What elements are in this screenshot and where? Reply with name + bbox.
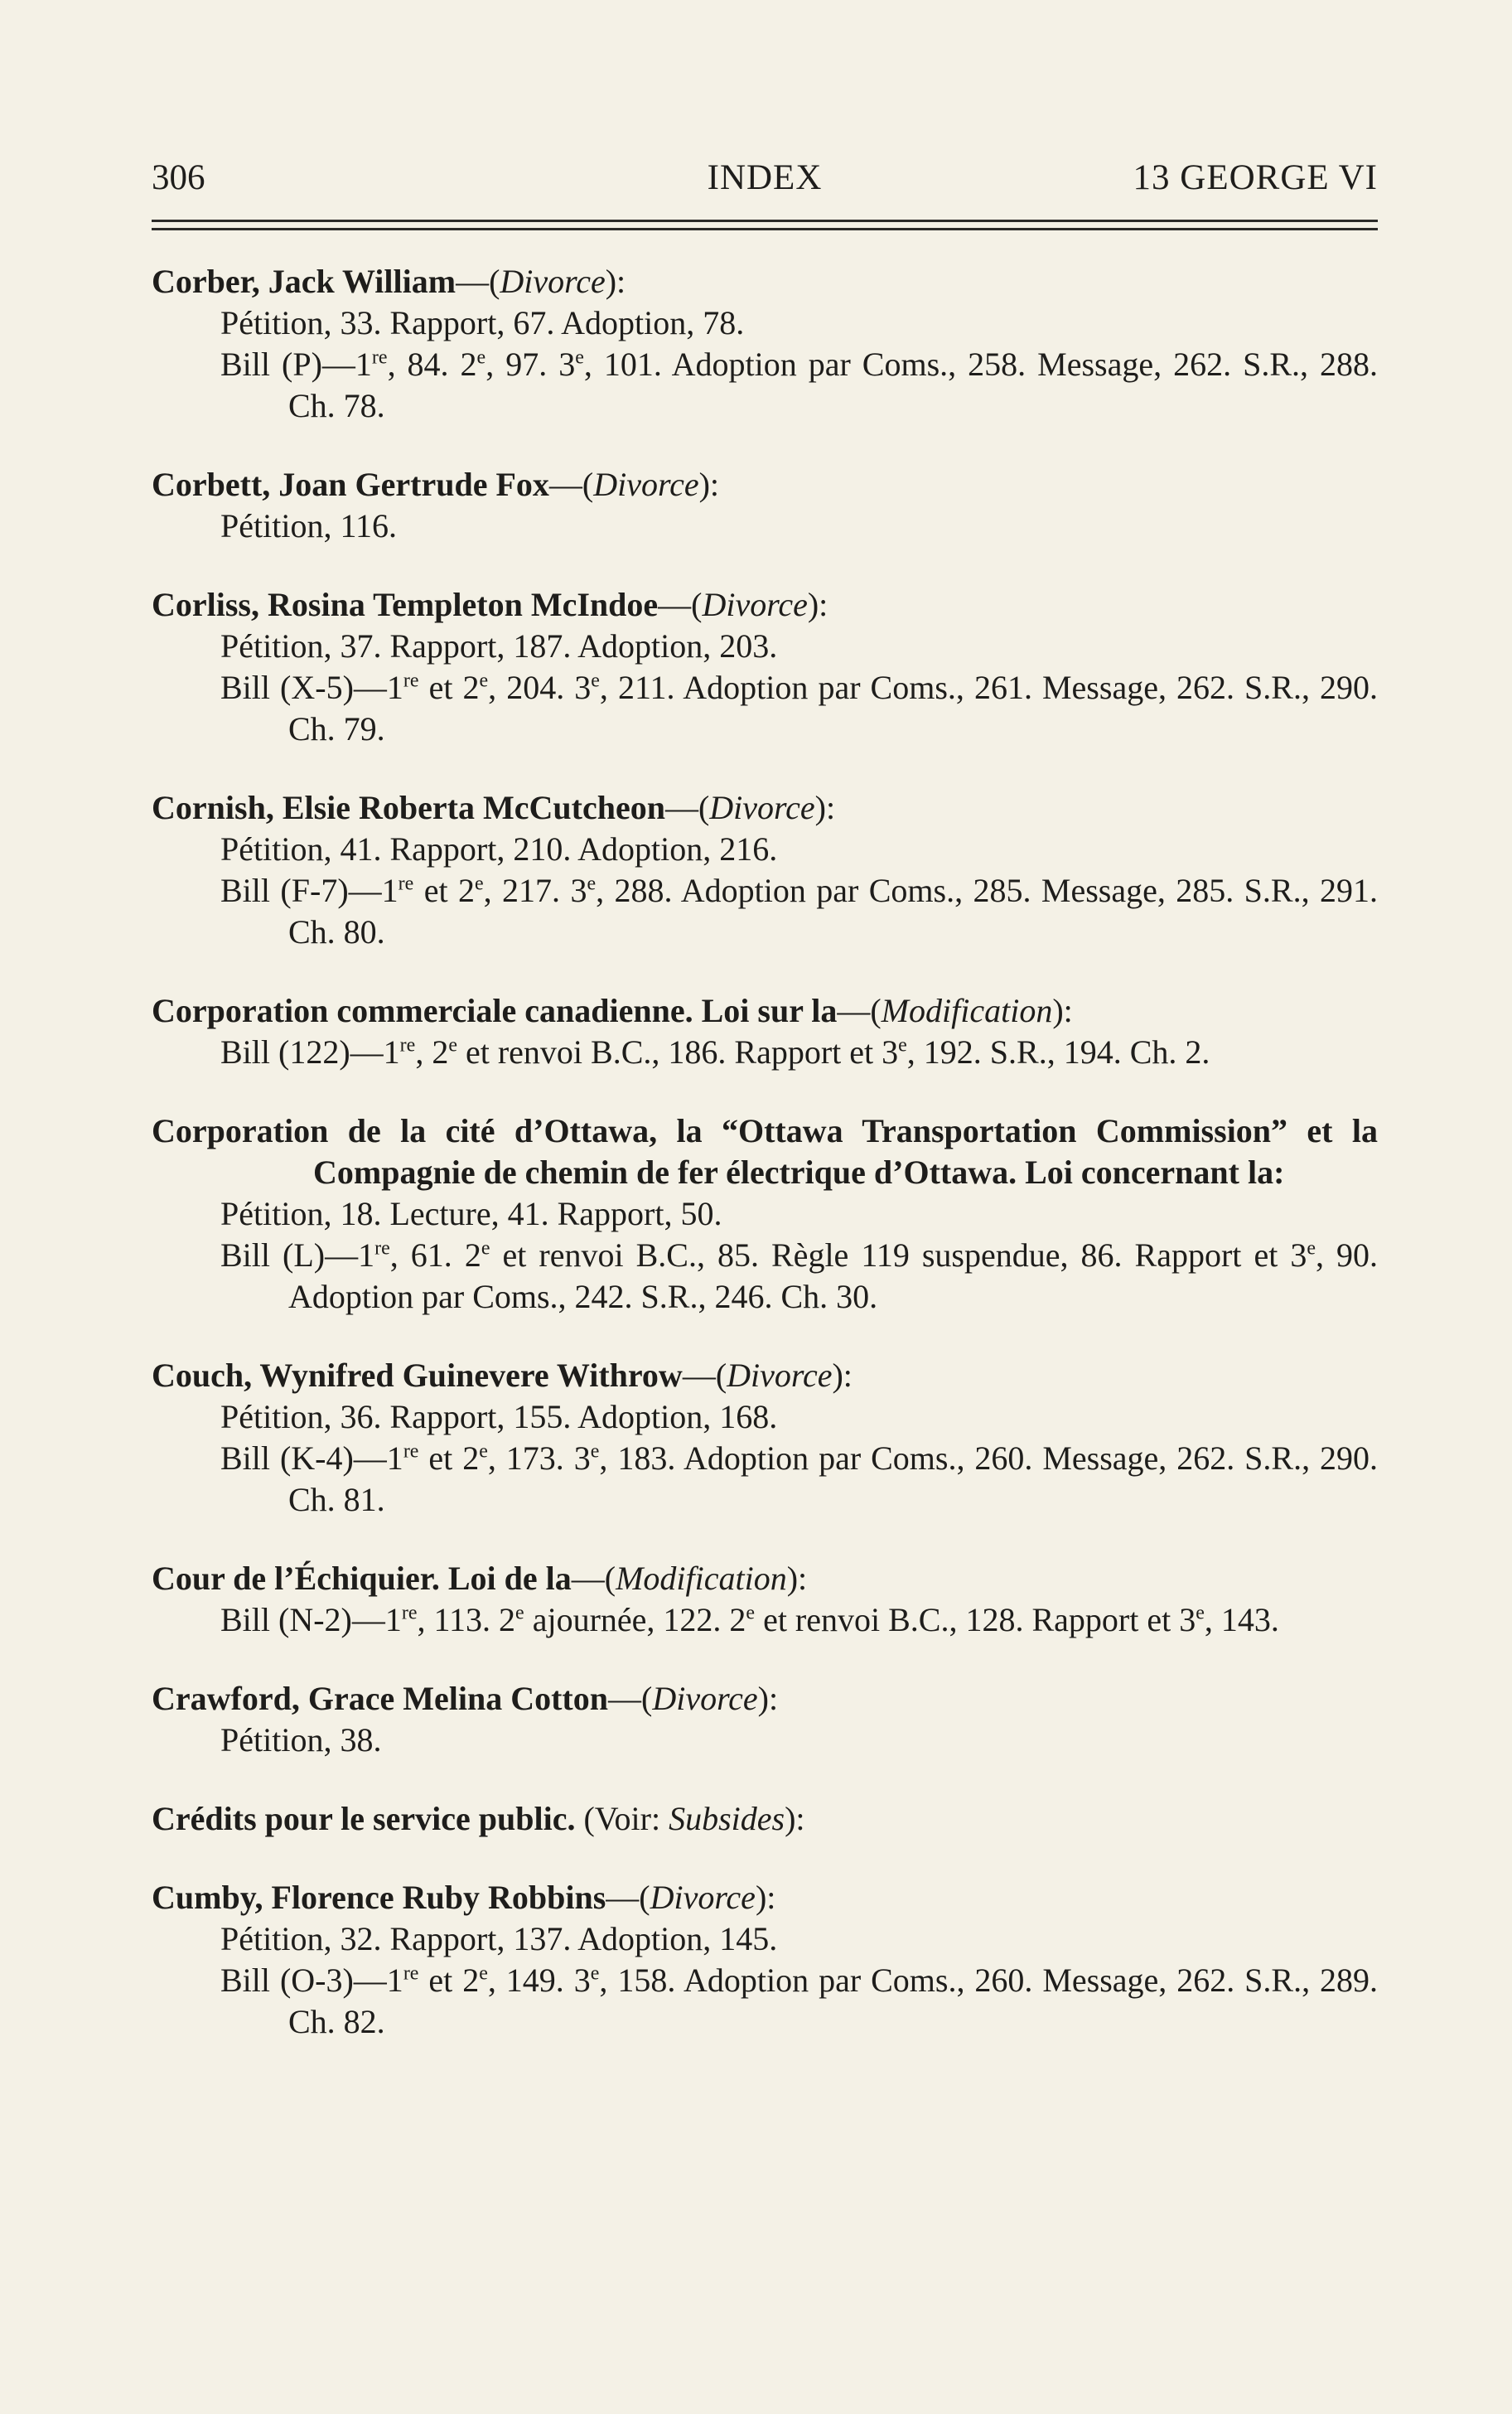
entry-heading: Cumby, Florence Ruby Robbins—(Divorce):	[152, 1879, 776, 1916]
page-number: 306	[152, 158, 205, 197]
entry-line: Bill (O-3)—1re et 2e, 149. 3e, 158. Adoption par Coms., 260. Message, 262. S.R., 289. Ch. 82.	[220, 1962, 1379, 2040]
entry-line: Bill (N-2)—1re, 113. 2e ajournée, 122. 2e et renvoi B.C., 128. Rapport et 3e, 143.	[220, 1601, 1279, 1638]
entry-name: Crawford, Grace Melina Cotton	[152, 1680, 608, 1717]
entry-heading: Cornish, Elsie Roberta McCutcheon—(Divorce):	[152, 789, 836, 826]
entry-subtitle: Divorce	[652, 1680, 758, 1717]
entry-name: Corporation de la cité d’Ottawa, la “Ottawa Transportation Commission” et la Compagnie de chemin de fer électrique d’Ottawa. Loi concernant la:	[152, 1112, 1378, 1191]
entry-heading: Couch, Wynifred Guinevere Withrow—(Divorce):	[152, 1357, 853, 1394]
entry-name: Couch, Wynifred Guinevere Withrow	[152, 1357, 683, 1394]
index-entry	[152, 261, 1378, 427]
index-entry	[152, 1110, 1378, 1318]
entry-name: Corbett, Joan Gertrude Fox	[152, 466, 549, 503]
index-entry	[152, 464, 1378, 547]
entry-heading: Crawford, Grace Melina Cotton—(Divorce):	[152, 1680, 779, 1717]
entry-subtitle: Modification	[616, 1560, 787, 1597]
index-entry	[152, 1798, 1378, 1840]
entry-line: Pétition, 32. Rapport, 137. Adoption, 145.	[220, 1920, 778, 1957]
entry-heading: Crédits pour le service public. (Voir: Subsides):	[152, 1800, 805, 1837]
entry-line: Pétition, 37. Rapport, 187. Adoption, 203.	[220, 627, 778, 665]
entry-subtitle: Divorce	[500, 263, 606, 300]
index-entry	[152, 1678, 1378, 1761]
entry-subtitle: Divorce	[709, 789, 815, 826]
entry-heading: Cour de l’Échiquier. Loi de la—(Modification):	[152, 1560, 808, 1597]
entry-line: Pétition, 41. Rapport, 210. Adoption, 216.	[220, 830, 778, 868]
index-entry	[152, 1355, 1378, 1521]
index-entry	[152, 1558, 1378, 1641]
entry-subtitle: Modification	[881, 992, 1053, 1029]
see-label: (Voir:	[583, 1800, 661, 1837]
entry-line: Bill (X-5)—1re et 2e, 204. 3e, 211. Adoption par Coms., 261. Message, 262. S.R., 290. Ch. 79.	[220, 669, 1378, 747]
entry-heading	[152, 1110, 1378, 1193]
entry-subtitle: Divorce	[702, 586, 808, 623]
index-entry	[152, 584, 1378, 750]
entry-line: Pétition, 38.	[220, 1721, 382, 1758]
entry-name: Cour de l’Échiquier. Loi de la	[152, 1560, 572, 1597]
entry-line: Pétition, 18. Lecture, 41. Rapport, 50.	[220, 1195, 722, 1232]
entry-subtitle: Divorce	[727, 1357, 833, 1394]
index-entries	[152, 261, 1378, 2080]
entry-name: Corporation commerciale canadienne. Loi sur la	[152, 992, 838, 1029]
entry-subtitle: Divorce	[593, 466, 699, 503]
entry-name: Corber, Jack William	[152, 263, 456, 300]
header-rule-top	[152, 220, 1378, 222]
page-header	[152, 148, 1378, 206]
entry-subtitle: Divorce	[650, 1879, 756, 1916]
index-entry	[152, 1877, 1378, 2043]
regnal-year: 13 GEORGE VI	[1133, 158, 1378, 197]
entry-line: Pétition, 116.	[220, 507, 397, 544]
entry-line: Bill (122)—1re, 2e et renvoi B.C., 186. Rapport et 3e, 192. S.R., 194. Ch. 2.	[220, 1033, 1210, 1071]
entry-line: Pétition, 33. Rapport, 67. Adoption, 78.	[220, 304, 745, 341]
entry-heading: Corber, Jack William—(Divorce):	[152, 263, 626, 300]
entry-heading: Corbett, Joan Gertrude Fox—(Divorce):	[152, 466, 720, 503]
entry-name: Crédits pour le service public.	[152, 1800, 576, 1837]
entry-line: Bill (P)—1re, 84. 2e, 97. 3e, 101. Adoption par Coms., 258. Message, 262. S.R., 288. Ch. 78.	[220, 346, 1378, 424]
entry-name: Cumby, Florence Ruby Robbins	[152, 1879, 606, 1916]
entry-line: Bill (L)—1re, 61. 2e et renvoi B.C., 85. Règle 119 suspendue, 86. Rapport et 3e, 90. Adoption par Coms., 242. S.R., 246. Ch. 30.	[220, 1236, 1379, 1315]
entry-line: Bill (F-7)—1re et 2e, 217. 3e, 288. Adoption par Coms., 285. Message, 285. S.R., 291. Ch. 80.	[220, 872, 1378, 951]
entry-line: Pétition, 36. Rapport, 155. Adoption, 168.	[220, 1398, 778, 1435]
page-title: INDEX	[707, 158, 823, 197]
entry-line: Bill (K-4)—1re et 2e, 173. 3e, 183. Adoption par Coms., 260. Message, 262. S.R., 290. Ch. 81.	[220, 1439, 1379, 1518]
header-rule-bottom	[152, 228, 1378, 230]
entry-name: Cornish, Elsie Roberta McCutcheon	[152, 789, 665, 826]
index-entry	[152, 787, 1378, 953]
see-target: Subsides	[669, 1800, 785, 1837]
entry-heading: Corliss, Rosina Templeton McIndoe—(Divorce):	[152, 586, 828, 623]
index-entry	[152, 990, 1378, 1073]
entry-name: Corliss, Rosina Templeton McIndoe	[152, 586, 659, 623]
entry-heading: Corporation commerciale canadienne. Loi sur la—(Modification):	[152, 992, 1073, 1029]
